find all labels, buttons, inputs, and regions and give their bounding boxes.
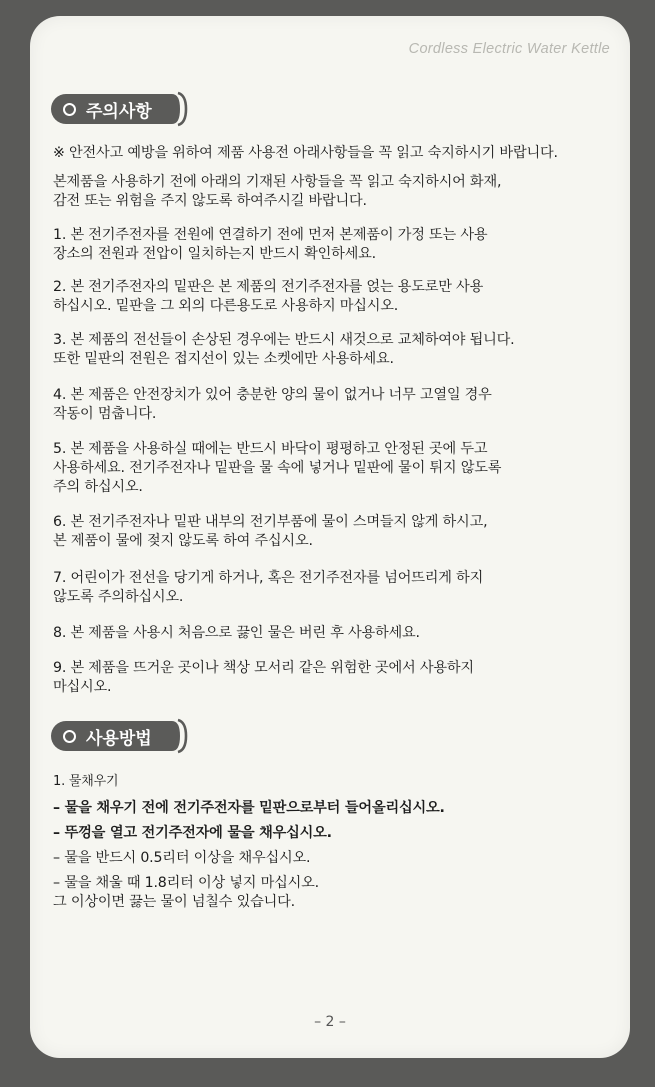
caution-item: 4. 본 제품은 안전장치가 있어 충분한 양의 물이 없거나 너무 고열일 경우 작동이 멈춥니다. [53,387,492,422]
caution-item: 3. 본 제품의 전선들이 손상된 경우에는 반드시 새것으로 교체하여야 됩니다. 또한 밑판의 전원은 접지선이 있는 소켓에만 사용하세요. [53,332,515,367]
caution-item: 5. 본 제품을 사용하실 때에는 반드시 바닥이 평평하고 안정된 곳에 두고 사용하세요. 전기주전자나 밑판을 물 속에 넣거나 밑판에 물이 튀지 않도록 주의 하십시오. [53,441,502,495]
usage-line: – 물을 반드시 0.5리터 이상을 채우십시오. [53,850,311,866]
usage-line: – 물을 채우기 전에 전기주전자를 밑판으로부터 들어올리십시오. [53,800,445,816]
section-title-usage: 사용방법 [86,728,152,749]
banner-cap-icon [166,718,188,754]
step-title: 1. 물채우기 [53,774,119,789]
page-number: – 2 – [314,1014,346,1030]
banner-pill [51,721,170,751]
caution-item: 1. 본 전기주전자를 전원에 연결하기 전에 먼저 본제품이 가정 또는 사용 장소의 전원과 전압이 일치하는지 반드시 확인하세요. [53,227,488,262]
caution-item: 9. 본 제품을 뜨거운 곳이나 책상 모서리 같은 위험한 곳에서 사용하지 마십시오. [53,660,474,695]
manual-page [30,16,630,1058]
caution-item: 8. 본 제품을 사용시 처음으로 끓인 물은 버린 후 사용하세요. [53,625,420,641]
bullet-circle-icon [63,730,76,743]
section-title-cautions: 주의사항 [86,101,152,122]
section-banner-usage [51,718,188,754]
caution-item: 6. 본 전기주전자나 밑판 내부의 전기부품에 물이 스며들지 않게 하시고, 본 제품이 물에 젖지 않도록 하여 주십시오. [53,514,488,549]
caution-item: 7. 어린이가 전선을 당기게 하거나, 혹은 전기주전자를 넘어뜨리게 하지 않도록 주의하십시오. [53,570,484,605]
bullet-circle-icon [63,103,76,116]
intro-text: 본제품을 사용하기 전에 아래의 기재된 사항들을 꼭 읽고 숙지하시어 화재, 감전 또는 위험을 주지 않도록 하여주시길 바랍니다. [53,174,502,209]
caution-item: 2. 본 전기주전자의 밑판은 본 제품의 전기주전자를 얹는 용도로만 사용 하십시오. 밑판을 그 외의 다른용도로 사용하지 마십시오. [53,279,484,314]
page-header: Cordless Electric Water Kettle [408,41,610,57]
banner-cap-icon [166,91,188,127]
banner-pill [51,94,170,124]
usage-line: – 뚜껑을 열고 전기주전자에 물을 채우십시오. [53,825,332,841]
usage-line: – 물을 채울 때 1.8리터 이상 넣지 마십시오. 그 이상이면 끓는 물이 넘칠수 있습니다. [53,875,319,910]
notice-text: ※ 안전사고 예방을 위하여 제품 사용전 아래사항들을 꼭 읽고 숙지하시기 바랍니다. [53,145,558,161]
section-banner-cautions [51,91,188,127]
